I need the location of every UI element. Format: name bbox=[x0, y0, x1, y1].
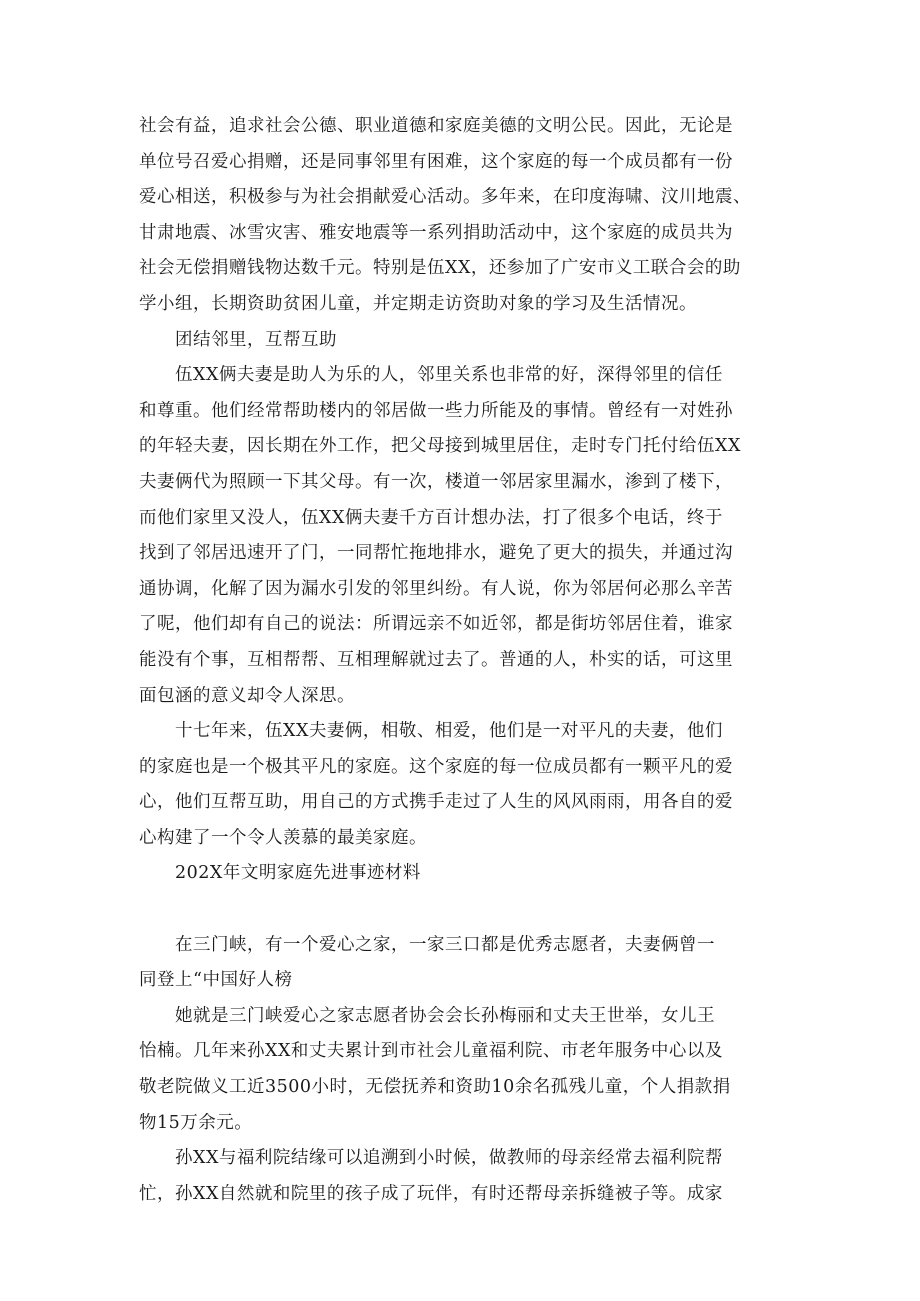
text-line: 和尊重。他们经常帮助楼内的邻居做一些力所能及的事情。曾经有一对姓孙 bbox=[139, 400, 733, 421]
text-line: 夫妻俩代为照顾一下其父母。有一次，楼道一邻居家里漏水，渗到了楼下， bbox=[139, 471, 733, 492]
text-line: 通协调，化解了因为漏水引发的邻里纠纷。有人说，你为邻居何必那么辛苦 bbox=[139, 578, 733, 599]
document-body bbox=[139, 109, 799, 1212]
text-line: 而他们家里又没人，伍XX俩夫妻千方百计想办法，打了很多个电话，终于 bbox=[139, 507, 723, 528]
text-line: 在三门峡，有一个爱心之家，一家三口都是优秀志愿者，夫妻俩曾一 bbox=[175, 934, 715, 955]
text-line: 心构建了一个令人羡慕的最美家庭。 bbox=[139, 827, 427, 848]
text-line: 心，他们互帮互助，用自己的方式携手走过了人生的风风雨雨，用各自的爱 bbox=[139, 792, 733, 813]
text-line: 能没有个事，互相帮帮、互相理解就过去了。普通的人，朴实的话，可这里 bbox=[139, 649, 733, 670]
text-line: 敬老院做义工近3500小时，无偿抚养和资助10余名孤残儿童，个人捐款捐 bbox=[139, 1077, 731, 1098]
text-line: 孙XX与福利院结缘可以追溯到小时候，做教师的母亲经常去福利院帮 bbox=[175, 1148, 723, 1169]
text-line: 团结邻里，互帮互助 bbox=[175, 329, 337, 350]
text-line: 十七年来，伍XX夫妻俩，相敬、相爱，他们是一对平凡的夫妻，他们 bbox=[175, 721, 723, 742]
text-line: 了呢，他们却有自己的说法：所谓远亲不如近邻，都是街坊邻居住着，谁家 bbox=[139, 614, 733, 635]
text-line: 怡楠。几年来孙XX和丈夫累计到市社会儿童福利院、市老年服务中心以及 bbox=[139, 1041, 723, 1062]
text-line: 爱心相送，积极参与为社会捐献爱心活动。多年来，在印度海啸、汶川地震、 bbox=[139, 187, 751, 208]
text-line: 找到了邻居迅速开了门，一同帮忙拖地排水，避免了更大的损失，并通过沟 bbox=[139, 543, 733, 564]
text-line: 甘肃地震、冰雪灾害、雅安地震等一系列捐助活动中，这个家庭的成员共为 bbox=[139, 222, 733, 243]
text-line: 物15万余元。 bbox=[139, 1112, 253, 1133]
text-line: 忙，孙XX自然就和院里的孩子成了玩伴，有时还帮母亲拆缝被子等。成家 bbox=[139, 1183, 723, 1204]
text-line: 202X年文明家庭先进事迹材料 bbox=[175, 863, 421, 884]
text-line: 她就是三门峡爱心之家志愿者协会会长孙梅丽和丈夫王世举，女儿王 bbox=[175, 1005, 715, 1026]
text-line: 的家庭也是一个极其平凡的家庭。这个家庭的每一位成员都有一颗平凡的爱 bbox=[139, 756, 733, 777]
text-line: 学小组，长期资助贫困儿童，并定期走访资助对象的学习及生活情况。 bbox=[139, 293, 697, 314]
text-line: 社会无偿捐赠钱物达数千元。特别是伍XX，还参加了广安市义工联合会的助 bbox=[139, 258, 741, 279]
text-line: 单位号召爱心捐赠，还是同事邻里有困难，这个家庭的每一个成员都有一份 bbox=[139, 151, 733, 172]
blank-line bbox=[139, 892, 799, 928]
text-line: 同登上“中国好人榜 bbox=[139, 970, 293, 991]
text-line: 面包涵的意义却令人深思。 bbox=[139, 685, 355, 706]
text-line: 的年轻夫妻，因长期在外工作，把父母接到城里居住，走时专门托付给伍XX bbox=[139, 436, 741, 457]
text-line: 社会有益，追求社会公德、职业道德和家庭美德的文明公民。因此，无论是 bbox=[139, 116, 733, 136]
text-line: 伍XX俩夫妻是助人为乐的人，邻里关系也非常的好，深得邻里的信任 bbox=[175, 365, 723, 386]
